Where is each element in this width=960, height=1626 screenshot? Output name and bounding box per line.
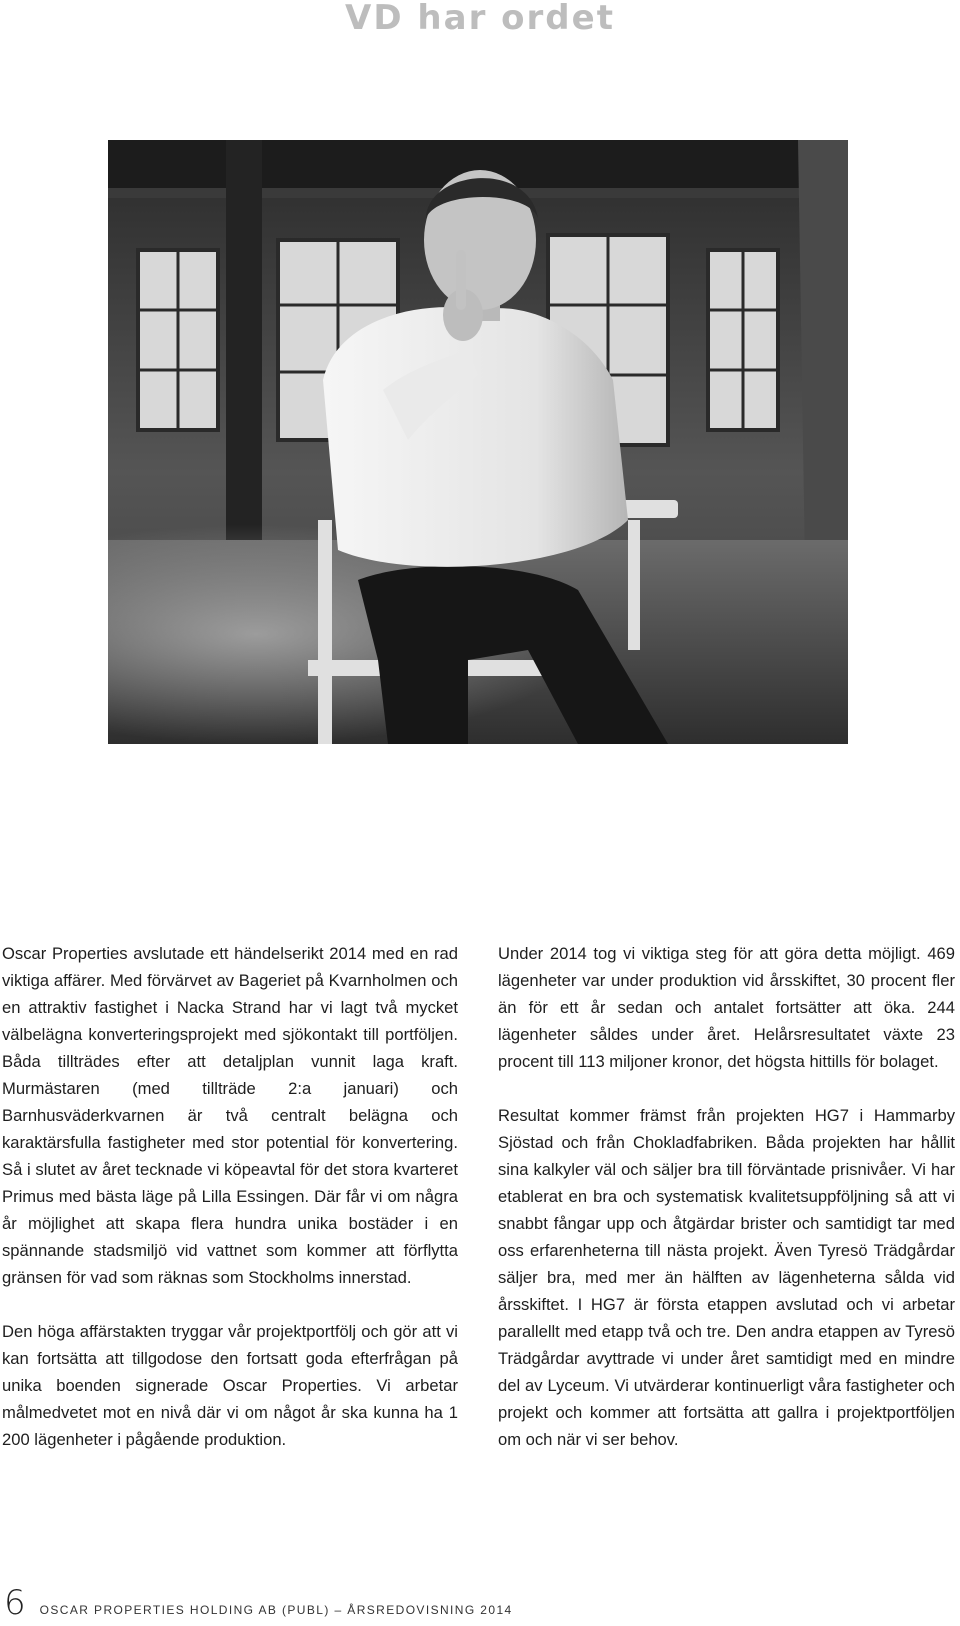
page-title: VD har ordet <box>345 0 615 38</box>
paragraph: Under 2014 tog vi viktiga steg för att göra detta möjligt. 469 lägenheter var under produktion vid årsskiftet, 30 procent fler än för ett år sedan och antalet fortsätter att öka. 244 lägenheter såldes under året. Helårsresultatet växte 23 procent till 113 miljoner kronor, det högsta hittills för bolaget. <box>498 944 955 1071</box>
paragraph: Den höga affärstakten tryggar vår projektportfölj och gör att vi kan fortsätta att tillgodose den fortsatt goda efterfrågan på unika boenden signerade Oscar Properties. Vi arbetar målmedvetet mot en nivå där vi om något år ska kunna ha 1 200 lägenheter i pågående produktion. <box>2 1322 458 1449</box>
portrait-photo <box>108 140 848 744</box>
footer-text: OSCAR PROPERTIES HOLDING AB (PUBL) – ÅRSREDOVISNING 2014 <box>39 1603 513 1617</box>
page-number: 6 <box>4 1583 26 1623</box>
body-column-left <box>2 940 458 1453</box>
body-column-right <box>498 940 955 1453</box>
paragraph: Resultat kommer främst från projekten HG7 i Hammarby Sjöstad och från Chokladfabriken. Båda projekten har hållit sina kalkyler väl och säljer bra till förväntade prisnivåer. Vi har etablerat en bra och systematisk kvalitetsuppföljning så att vi snabbt fångar upp och åtgärdar brister och samtidigt tar med oss erfarenheterna till nästa projekt. Även Tyresö Trädgårdar säljer bra, med mer än hälften av lägenheterna sålda vid årsskiftet. I HG7 är första etappen avslutad och vi arbetar parallellt med etapp två och tre. Den andra etappen av Tyresö Trädgårdar avyttrade vi under året samtidigt med en mindre del av Lyceum. Vi utvärderar kontinuerligt våra fastigheter och projekt och kommer att fortsätta att gallra i projektportföljen om och när vi ser behov. <box>498 1106 955 1449</box>
page-footer <box>4 1583 513 1623</box>
paragraph: Oscar Properties avslutade ett händelserikt 2014 med en rad viktiga affärer. Med förvärvet av Bageriet på Kvarnholmen och en attraktiv fastighet i Nacka Strand har vi lagt två mycket välbelägna konverteringsprojekt med sjökontakt till portföljen. Båda tillträdes efter att detaljplan vunnit laga kraft. Murmästaren (med tillträde 2:a januari) och Barnhusväderkvarnen är två centralt belägna och karaktärsfulla fastigheter med stor potential för konvertering. Så i slutet av året tecknade vi köpeavtal för det stora kvarteret Primus med bästa läge på Lilla Essingen. Där får vi om några år möjlighet att skapa flera hundra unika bostäder i en spännande stadsmiljö vid vattnet som kommer att förflytta gränsen för vad som räknas som Stockholms innerstad. <box>2 944 458 1287</box>
